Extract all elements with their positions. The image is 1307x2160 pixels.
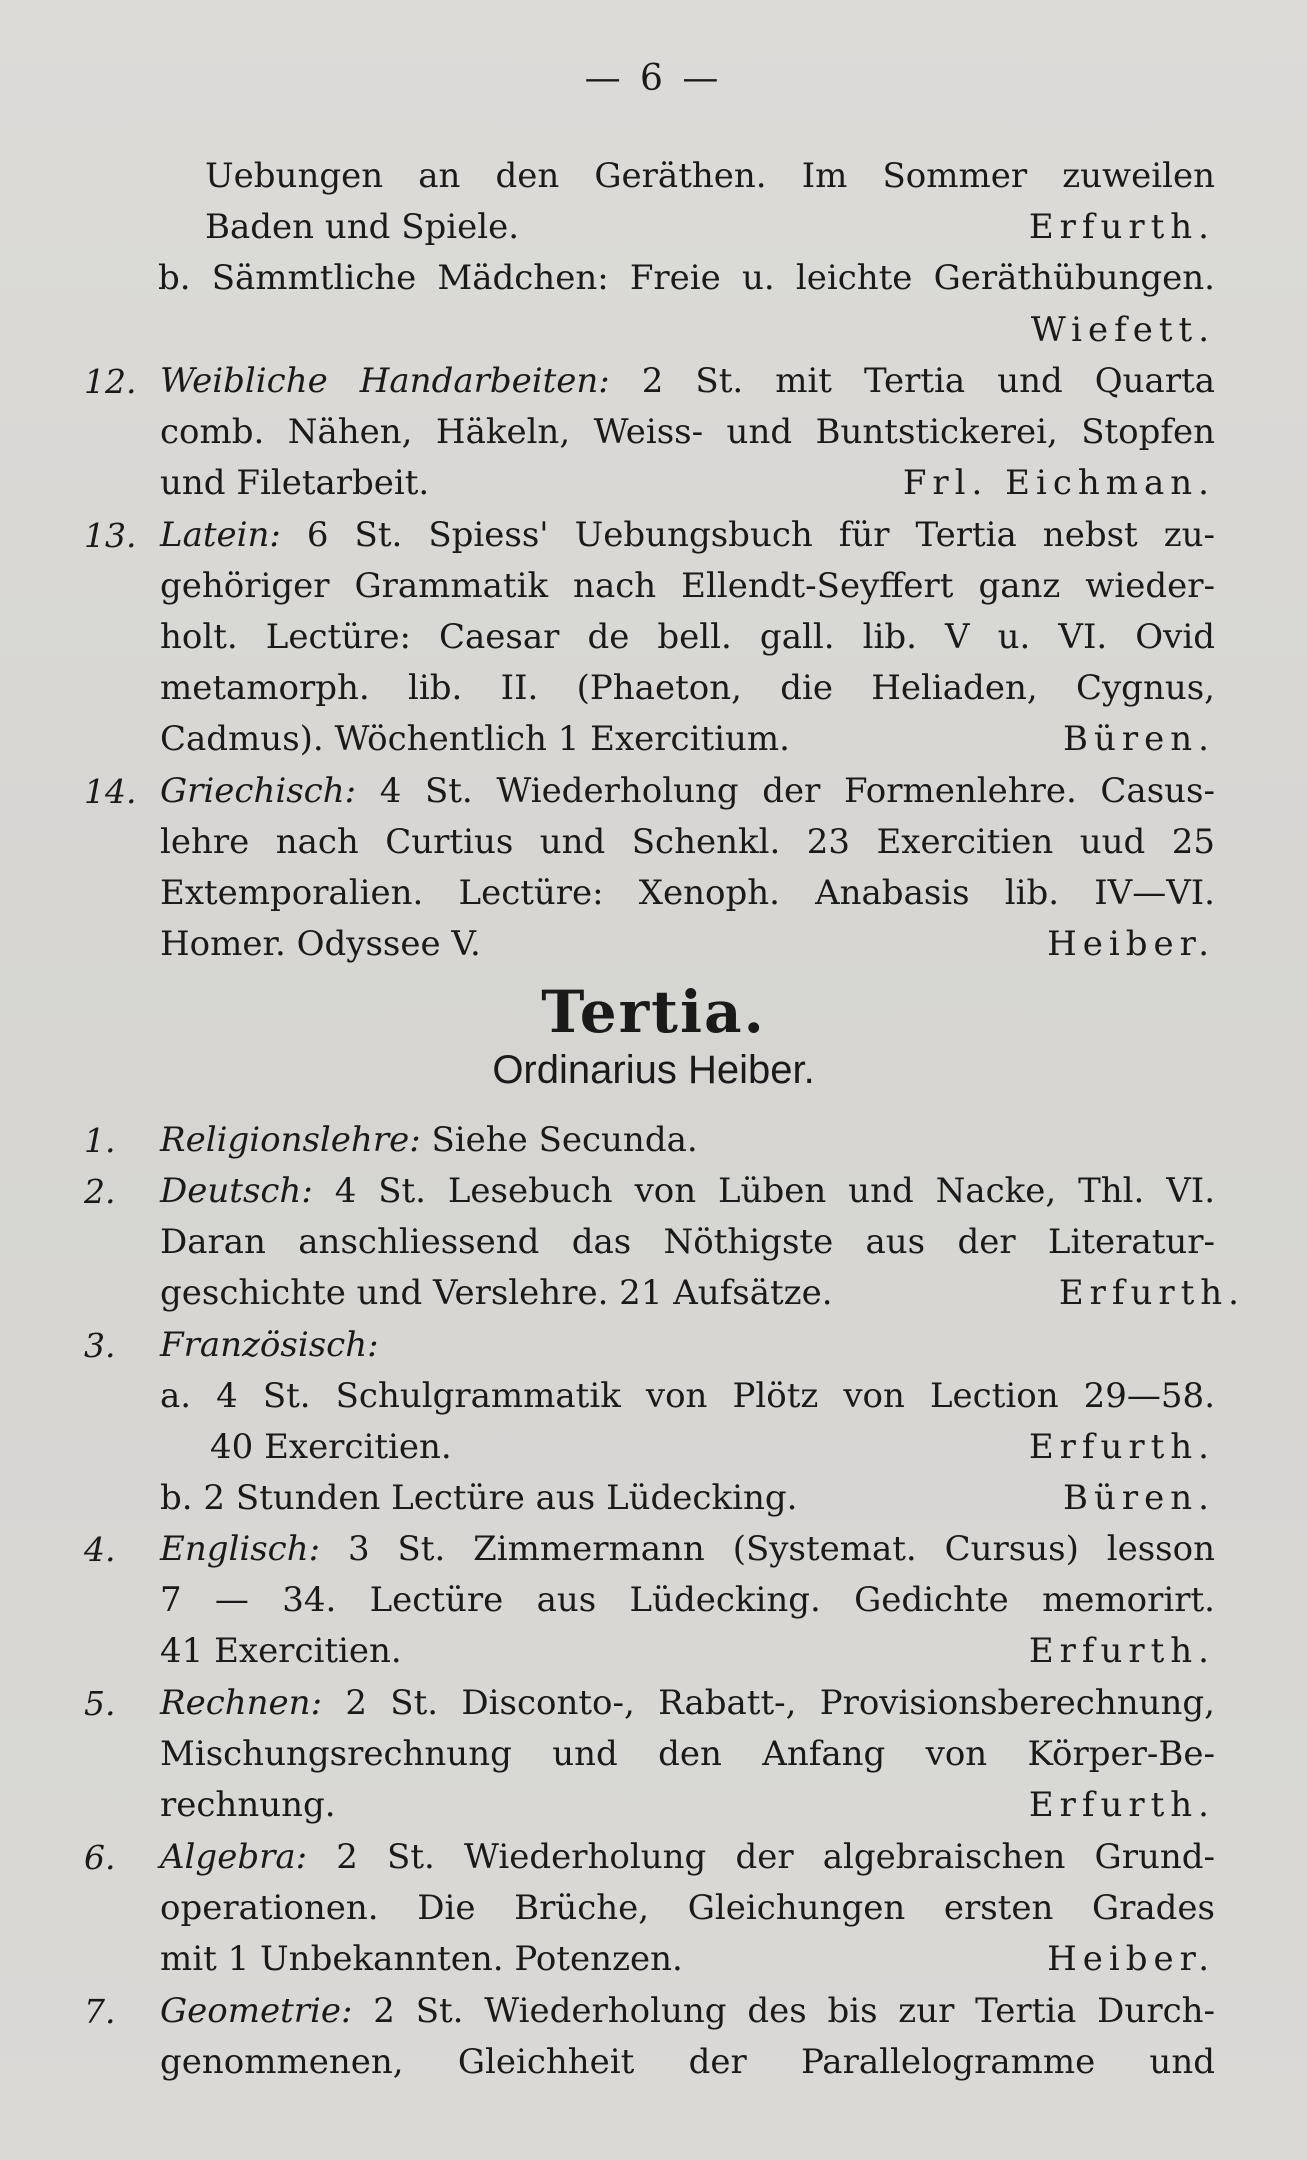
text-line: a. 4 St. Schulgrammatik von Plötz von Lection 29—58.: [160, 1376, 1215, 1416]
item-line: [160, 510, 1215, 561]
item-subject: Griechisch:: [160, 771, 357, 811]
item-line: [160, 1524, 1215, 1575]
text-line: geschichte und Verslehre. 21 Aufsätze.: [160, 1273, 833, 1313]
text-line: Mischungsrechnung und den Anfang von Körper-Be-: [160, 1734, 1215, 1774]
item-text: 2 St. Wiederholung der algebraischen Grund-: [336, 1837, 1215, 1877]
item-subject: Algebra:: [160, 1837, 308, 1877]
item-text: 4 St. Wiederholung der Formenlehre. Casus-: [379, 771, 1215, 811]
text-line: holt. Lectüre: Caesar de bell. gall. lib. V u. VI. Ovid: [160, 617, 1215, 657]
item-number: 14.: [84, 772, 137, 811]
teacher-name: Heiber.: [1047, 1939, 1215, 1979]
text-line: und Filetarbeit.: [160, 463, 430, 503]
text-line: Uebungen an den Geräthen. Im Sommer zuweilen: [205, 156, 1215, 196]
text-line: 41 Exercitien.: [160, 1631, 402, 1671]
text-line: metamorph. lib. II. (Phaeton, die Heliaden, Cygnus,: [160, 668, 1215, 708]
item-subject: Englisch:: [160, 1529, 321, 1569]
item-number: 5.: [84, 1684, 116, 1723]
page-number: — 6 —: [584, 58, 723, 99]
text-line: b. 2 Stunden Lectüre aus Lüdecking.: [160, 1478, 798, 1518]
item-number: 12.: [84, 362, 137, 401]
teacher-name: Erfurth.: [1028, 1785, 1215, 1825]
teacher-name: Erfurth.: [1058, 1273, 1245, 1313]
teacher-name: Büren.: [1063, 719, 1215, 759]
item-number: 1.: [84, 1121, 116, 1160]
item-line: [160, 766, 1215, 817]
text-line: 40 Exercitien.: [210, 1427, 452, 1467]
text-line: Extemporalien. Lectüre: Xenoph. Anabasis lib. IV—VI.: [160, 873, 1215, 913]
teacher-name: Büren.: [1063, 1478, 1215, 1518]
item-line: [160, 1115, 1215, 1166]
text-line: 7 — 34. Lectüre aus Lüdecking. Gedichte memorirt.: [160, 1580, 1215, 1620]
item-line: [160, 1986, 1215, 2037]
text-line: Cadmus). Wöchentlich 1 Exercitium.: [160, 719, 790, 759]
item-line: [160, 356, 1215, 407]
text-line: genommenen, Gleichheit der Parallelogramme und: [160, 2042, 1215, 2082]
item-number: 2.: [84, 1172, 116, 1211]
item-subject: Deutsch:: [160, 1171, 313, 1211]
teacher-name: Erfurth.: [1028, 1427, 1215, 1467]
teacher-name: Erfurth.: [1028, 1631, 1215, 1671]
text-line: b. Sämmtliche Mädchen: Freie u. leichte Geräthübungen.: [158, 258, 1215, 298]
item-subject: Rechnen:: [160, 1683, 323, 1723]
item-text: 3 St. Zimmermann (Systemat. Cursus) lesson: [347, 1529, 1215, 1569]
text-line: gehöriger Grammatik nach Ellendt-Seyffert ganz wieder-: [160, 566, 1215, 606]
section-subtitle: Ordinarius Heiber.: [492, 1048, 815, 1092]
item-number: 4.: [84, 1530, 116, 1569]
item-subject: Religionslehre:: [160, 1120, 421, 1160]
item-text: 2 St. Disconto-, Rabatt-, Provisionsberechnung,: [345, 1683, 1215, 1723]
text-line: Homer. Odyssee V.: [160, 924, 481, 964]
text-line: Daran anschliessend das Nöthigste aus der Literatur-: [160, 1222, 1215, 1262]
item-text: 4 St. Lesebuch von Lüben und Nacke, Thl. VI.: [334, 1171, 1216, 1211]
item-number: 7.: [84, 1992, 116, 2031]
text-line: operationen. Die Brüche, Gleichungen ersten Grades: [160, 1888, 1215, 1928]
item-number: 6.: [84, 1838, 116, 1877]
item-number: 3.: [84, 1326, 116, 1365]
item-line: [160, 1678, 1215, 1729]
item-line: [160, 1832, 1215, 1883]
item-number: 13.: [84, 516, 137, 555]
item-text: 2 St. mit Tertia und Quarta: [641, 361, 1216, 401]
text-line: mit 1 Unbekannten. Potenzen.: [160, 1939, 683, 1979]
text-line: Baden und Spiele.: [205, 207, 520, 247]
item-subject: Französisch:: [160, 1325, 379, 1365]
item-line: [160, 1166, 1215, 1217]
item-text: Siehe Secunda.: [431, 1120, 698, 1160]
text-line: rechnung.: [160, 1785, 336, 1825]
item-subject: Latein:: [160, 515, 281, 555]
teacher-name: Heiber.: [1047, 924, 1215, 964]
item-line: [160, 1320, 1215, 1371]
item-subject: Geometrie:: [160, 1991, 353, 2031]
section-title: Tertia.: [541, 978, 766, 1046]
item-text: 6 St. Spiess' Uebungsbuch für Tertia nebst zu-: [306, 515, 1216, 555]
item-text: 2 St. Wiederholung des bis zur Tertia Durch-: [373, 1991, 1216, 2031]
item-subject: Weibliche Handarbeiten:: [160, 361, 610, 401]
text-line: comb. Nähen, Häkeln, Weiss- und Buntstickerei, Stopfen: [160, 412, 1215, 452]
teacher-name: Frl. Eichman.: [902, 463, 1215, 503]
teacher-name: Erfurth.: [1028, 207, 1215, 247]
teacher-name: Wiefett.: [1030, 310, 1215, 350]
text-line: lehre nach Curtius und Schenkl. 23 Exercitien uud 25: [160, 822, 1215, 862]
